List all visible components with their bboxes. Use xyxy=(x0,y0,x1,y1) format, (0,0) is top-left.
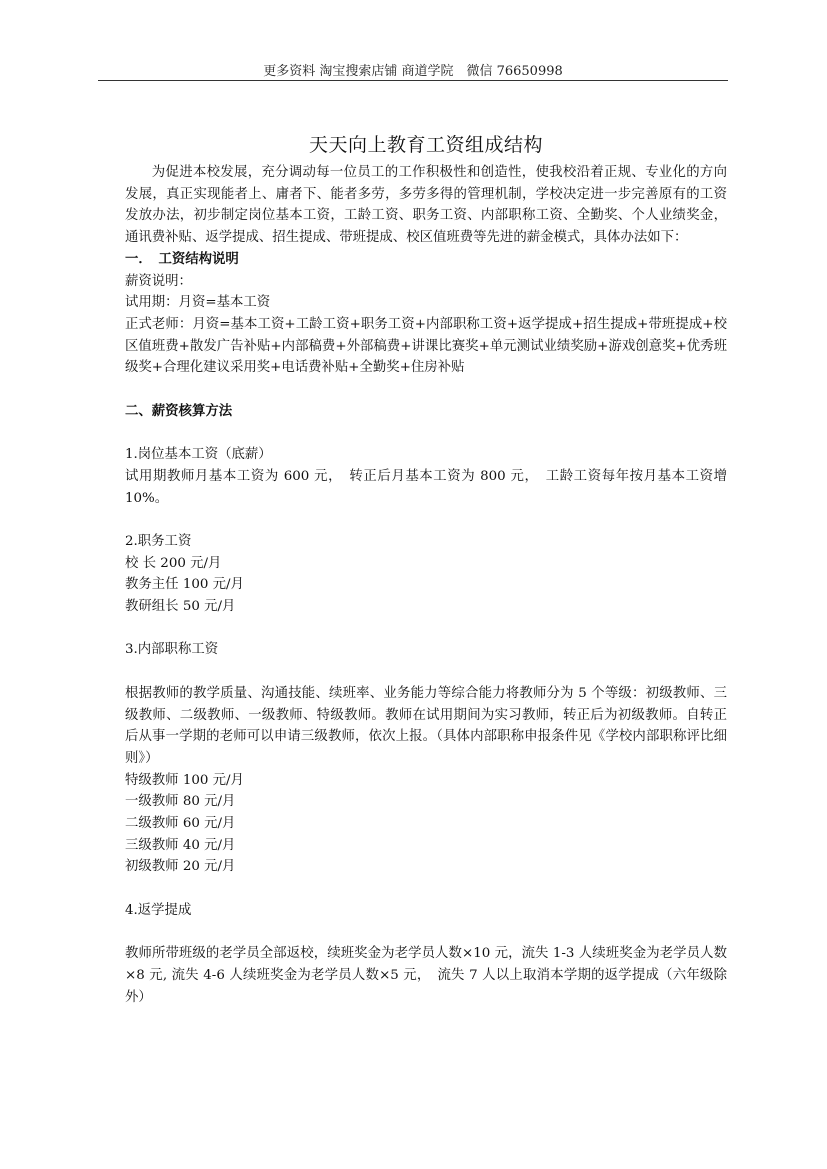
item3-line: 初级教师 20 元/月 xyxy=(125,859,236,875)
spacer xyxy=(125,422,727,444)
item3-line: 特级教师 100 元/月 xyxy=(125,772,244,788)
salary-note: 薪资说明： xyxy=(125,273,192,289)
item3-title: 3.内部职称工资 xyxy=(125,642,219,658)
intro-paragraph: 为促进本校发展，充分调动每一位员工的工作积极性和创造性，使我校沿着正规、专业化的方向发展，真正实现能者上、庸者下、能者多劳，多劳多得的管理机制，学校决定进一步完善原有的工资发放办法，初步制定岗位基本工资，工龄工资、职务工资、内部职称工资、全勤奖、个人业绩奖金，通讯费补贴、返学提成、招生提成、带班提成、校区值班费等先进的薪金模式，具体办法如下： xyxy=(125,165,727,246)
spacer xyxy=(125,922,727,944)
formal-teacher-formula: 正式老师：月资=基本工资+工龄工资+职务工资+内部职称工资+返学提成+招生提成+带班提成+校区值班费+散发广告补贴+内部稿费+外部稿费+讲课比赛奖+单元测试业绩奖励+游戏创意奖+优秀班级奖+合理化建议采用奖+电话费补贴+全勤奖+住房补贴 xyxy=(125,316,727,376)
item4-title: 4.返学提成 xyxy=(125,902,192,918)
item3-line: 二级教师 60 元/月 xyxy=(125,816,236,832)
page-header: 更多资料 淘宝搜索店铺 商道学院 微信 76650998 xyxy=(263,64,563,79)
item1-text: 试用期教师月基本工资为 600 元， 转正后月基本工资为 800 元， 工龄工资每年按月基本工资增 10%。 xyxy=(125,468,727,506)
item2-line: 教研组长 50 元/月 xyxy=(125,599,236,615)
spacer xyxy=(125,509,727,531)
item3-line: 一级教师 80 元/月 xyxy=(125,794,236,810)
spacer xyxy=(125,878,727,900)
spacer xyxy=(125,618,727,640)
section1-heading: 一． 工资结构说明 xyxy=(125,250,239,267)
document-body xyxy=(125,128,727,1008)
spacer xyxy=(125,379,727,401)
document-title: 天天向上教育工资组成结构 xyxy=(308,134,543,156)
item3-line: 三级教师 40 元/月 xyxy=(125,837,236,853)
item2-title: 2.职务工资 xyxy=(125,533,192,549)
item2-line: 校 长 200 元/月 xyxy=(125,555,222,571)
header-divider xyxy=(98,80,728,81)
item2-line: 教务主任 100 元/月 xyxy=(125,577,244,593)
item4-text: 教师所带班级的老学员全部返校，续班奖金为老学员人数×10 元，流失 1-3 人续班奖金为老学员人数×8 元, 流失 4-6 人续班奖金为老学员人数×5 元， 流失 7 人以上取消本学期的返学提成（六年级除外） xyxy=(125,946,727,1005)
item3-text: 根据教师的教学质量、沟通技能、续班率、业务能力等综合能力将教师分为 5 个等级：初级教师、三级教师、二级教师、一级教师、特级教师。教师在试用期间为实习教师，转正后为初级教师。自转正后从事一学期的老师可以申请三级教师，依次上报。（具体内部职称申报条件见《学校内部职称评比细则》） xyxy=(125,685,727,766)
probation-formula: 试用期：月资=基本工资 xyxy=(125,295,271,311)
section2-heading: 二、薪资核算方法 xyxy=(125,402,233,419)
item1-title: 1.岗位基本工资（底薪） xyxy=(125,447,272,463)
spacer xyxy=(125,661,727,683)
